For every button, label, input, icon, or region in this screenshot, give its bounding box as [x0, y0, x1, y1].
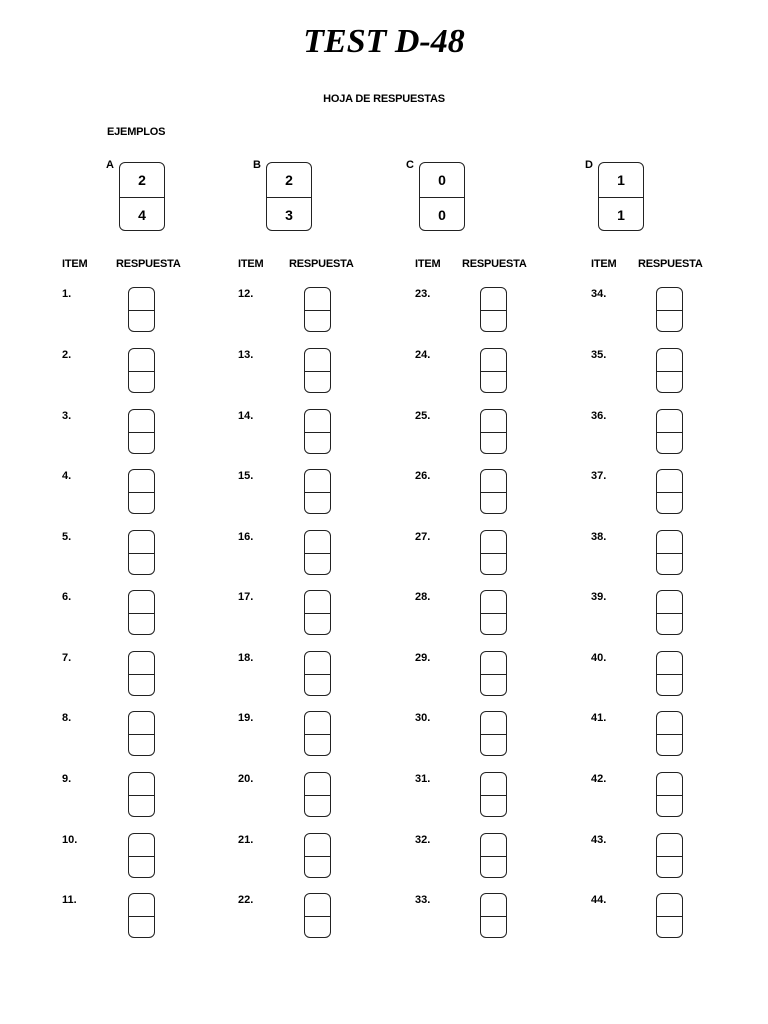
answer-domino-box[interactable]	[480, 409, 507, 454]
domino-divider	[420, 197, 464, 198]
answer-domino-box[interactable]	[128, 530, 155, 575]
item-number: 20.	[238, 773, 254, 785]
domino-divider	[129, 492, 154, 493]
item-number: 29.	[415, 652, 431, 664]
item-number: 10.	[62, 834, 78, 846]
answer-domino-box[interactable]	[480, 590, 507, 635]
domino-divider	[305, 856, 330, 857]
domino-divider	[657, 613, 682, 614]
answer-domino-box[interactable]	[128, 469, 155, 514]
domino-divider	[481, 613, 506, 614]
domino-divider	[267, 197, 311, 198]
item-number: 23.	[415, 288, 431, 300]
answer-domino-box[interactable]	[304, 772, 331, 817]
answer-domino-box[interactable]	[128, 772, 155, 817]
item-number: 3.	[62, 410, 72, 422]
domino-divider	[305, 553, 330, 554]
item-number: 13.	[238, 349, 254, 361]
answer-domino-box[interactable]	[304, 287, 331, 332]
item-column-header: ITEM	[62, 258, 88, 270]
item-number: 34.	[591, 288, 607, 300]
example-letter: A	[106, 159, 114, 171]
item-number: 26.	[415, 470, 431, 482]
domino-divider	[305, 613, 330, 614]
example-letter: B	[253, 159, 261, 171]
domino-divider	[657, 310, 682, 311]
domino-top-value: 1	[617, 172, 625, 188]
domino-divider	[481, 371, 506, 372]
domino-divider	[481, 856, 506, 857]
answer-domino-box[interactable]	[128, 348, 155, 393]
example-domino	[598, 162, 644, 231]
answer-domino-box[interactable]	[304, 409, 331, 454]
answer-domino-box[interactable]	[128, 833, 155, 878]
item-number: 39.	[591, 591, 607, 603]
answer-domino-box[interactable]	[304, 833, 331, 878]
answer-sheet-subtitle: HOJA DE RESPUESTAS	[323, 93, 445, 105]
item-number: 8.	[62, 712, 72, 724]
item-number: 5.	[62, 531, 72, 543]
item-number: 16.	[238, 531, 254, 543]
item-number: 38.	[591, 531, 607, 543]
domino-divider	[129, 734, 154, 735]
domino-divider	[129, 310, 154, 311]
domino-divider	[305, 432, 330, 433]
answer-domino-box[interactable]	[304, 530, 331, 575]
domino-top-value: 2	[285, 172, 293, 188]
answer-domino-box[interactable]	[480, 833, 507, 878]
answer-domino-box[interactable]	[304, 348, 331, 393]
domino-divider	[305, 492, 330, 493]
answer-domino-box[interactable]	[304, 711, 331, 756]
domino-divider	[129, 856, 154, 857]
item-number: 33.	[415, 894, 431, 906]
item-number: 12.	[238, 288, 254, 300]
domino-bottom-value: 3	[285, 207, 293, 223]
page-title: TEST D-48	[303, 23, 465, 60]
answer-domino-box[interactable]	[480, 469, 507, 514]
domino-divider	[305, 916, 330, 917]
example-domino	[419, 162, 465, 231]
domino-divider	[657, 371, 682, 372]
domino-divider	[657, 856, 682, 857]
answer-domino-box[interactable]	[304, 590, 331, 635]
item-number: 28.	[415, 591, 431, 603]
answer-domino-box[interactable]	[656, 469, 683, 514]
item-column-header: ITEM	[415, 258, 441, 270]
item-number: 25.	[415, 410, 431, 422]
item-number: 6.	[62, 591, 72, 603]
item-number: 15.	[238, 470, 254, 482]
answer-domino-box[interactable]	[480, 651, 507, 696]
item-number: 4.	[62, 470, 72, 482]
answer-domino-box[interactable]	[656, 590, 683, 635]
answer-domino-box[interactable]	[480, 348, 507, 393]
domino-divider	[129, 795, 154, 796]
response-column-header: RESPUESTA	[116, 258, 181, 270]
domino-divider	[481, 795, 506, 796]
domino-divider	[305, 310, 330, 311]
domino-divider	[657, 553, 682, 554]
answer-domino-box[interactable]	[304, 893, 331, 938]
item-column-header: ITEM	[591, 258, 617, 270]
domino-bottom-value: 4	[138, 207, 146, 223]
item-number: 22.	[238, 894, 254, 906]
answer-domino-box[interactable]	[656, 287, 683, 332]
item-number: 1.	[62, 288, 72, 300]
response-column-header: RESPUESTA	[638, 258, 703, 270]
domino-divider	[120, 197, 164, 198]
domino-divider	[657, 492, 682, 493]
item-number: 19.	[238, 712, 254, 724]
answer-domino-box[interactable]	[480, 711, 507, 756]
item-number: 17.	[238, 591, 254, 603]
item-number: 31.	[415, 773, 431, 785]
answer-domino-box[interactable]	[656, 772, 683, 817]
domino-top-value: 0	[438, 172, 446, 188]
answer-domino-box[interactable]	[480, 893, 507, 938]
answer-domino-box[interactable]	[128, 409, 155, 454]
domino-divider	[657, 795, 682, 796]
domino-divider	[481, 492, 506, 493]
domino-divider	[129, 674, 154, 675]
item-number: 43.	[591, 834, 607, 846]
domino-divider	[481, 432, 506, 433]
example-letter: C	[406, 159, 414, 171]
item-number: 2.	[62, 349, 72, 361]
item-number: 21.	[238, 834, 254, 846]
domino-divider	[481, 310, 506, 311]
answer-domino-box[interactable]	[128, 651, 155, 696]
domino-divider	[305, 371, 330, 372]
domino-divider	[657, 734, 682, 735]
example-domino	[266, 162, 312, 231]
answer-domino-box[interactable]	[128, 893, 155, 938]
domino-divider	[305, 734, 330, 735]
item-number: 40.	[591, 652, 607, 664]
domino-divider	[481, 553, 506, 554]
item-number: 36.	[591, 410, 607, 422]
item-number: 7.	[62, 652, 72, 664]
item-number: 9.	[62, 773, 72, 785]
answer-domino-box[interactable]	[656, 893, 683, 938]
item-number: 37.	[591, 470, 607, 482]
domino-divider	[481, 734, 506, 735]
example-domino	[119, 162, 165, 231]
item-number: 41.	[591, 712, 607, 724]
domino-divider	[481, 916, 506, 917]
answer-domino-box[interactable]	[656, 651, 683, 696]
answer-domino-box[interactable]	[128, 590, 155, 635]
domino-divider	[305, 674, 330, 675]
examples-label: EJEMPLOS	[107, 126, 166, 138]
item-number: 11.	[62, 894, 77, 906]
item-number: 44.	[591, 894, 607, 906]
response-column-header: RESPUESTA	[289, 258, 354, 270]
item-number: 30.	[415, 712, 431, 724]
domino-divider	[481, 674, 506, 675]
domino-divider	[657, 674, 682, 675]
answer-domino-box[interactable]	[128, 287, 155, 332]
answer-domino-box[interactable]	[304, 469, 331, 514]
response-column-header: RESPUESTA	[462, 258, 527, 270]
answer-domino-box[interactable]	[656, 530, 683, 575]
item-number: 18.	[238, 652, 254, 664]
item-number: 42.	[591, 773, 607, 785]
answer-domino-box[interactable]	[656, 833, 683, 878]
example-letter: D	[585, 159, 593, 171]
answer-domino-box[interactable]	[656, 409, 683, 454]
domino-top-value: 2	[138, 172, 146, 188]
item-number: 35.	[591, 349, 607, 361]
domino-divider	[129, 916, 154, 917]
answer-domino-box[interactable]	[480, 772, 507, 817]
answer-domino-box[interactable]	[480, 287, 507, 332]
item-number: 24.	[415, 349, 431, 361]
item-number: 32.	[415, 834, 431, 846]
answer-domino-box[interactable]	[656, 711, 683, 756]
answer-domino-box[interactable]	[656, 348, 683, 393]
answer-domino-box[interactable]	[304, 651, 331, 696]
answer-domino-box[interactable]	[480, 530, 507, 575]
domino-divider	[657, 916, 682, 917]
item-column-header: ITEM	[238, 258, 264, 270]
domino-divider	[129, 553, 154, 554]
domino-divider	[129, 613, 154, 614]
answer-domino-box[interactable]	[128, 711, 155, 756]
item-number: 14.	[238, 410, 254, 422]
domino-divider	[129, 432, 154, 433]
domino-bottom-value: 1	[617, 207, 625, 223]
domino-divider	[599, 197, 643, 198]
domino-divider	[129, 371, 154, 372]
domino-divider	[657, 432, 682, 433]
domino-divider	[305, 795, 330, 796]
item-number: 27.	[415, 531, 431, 543]
domino-bottom-value: 0	[438, 207, 446, 223]
